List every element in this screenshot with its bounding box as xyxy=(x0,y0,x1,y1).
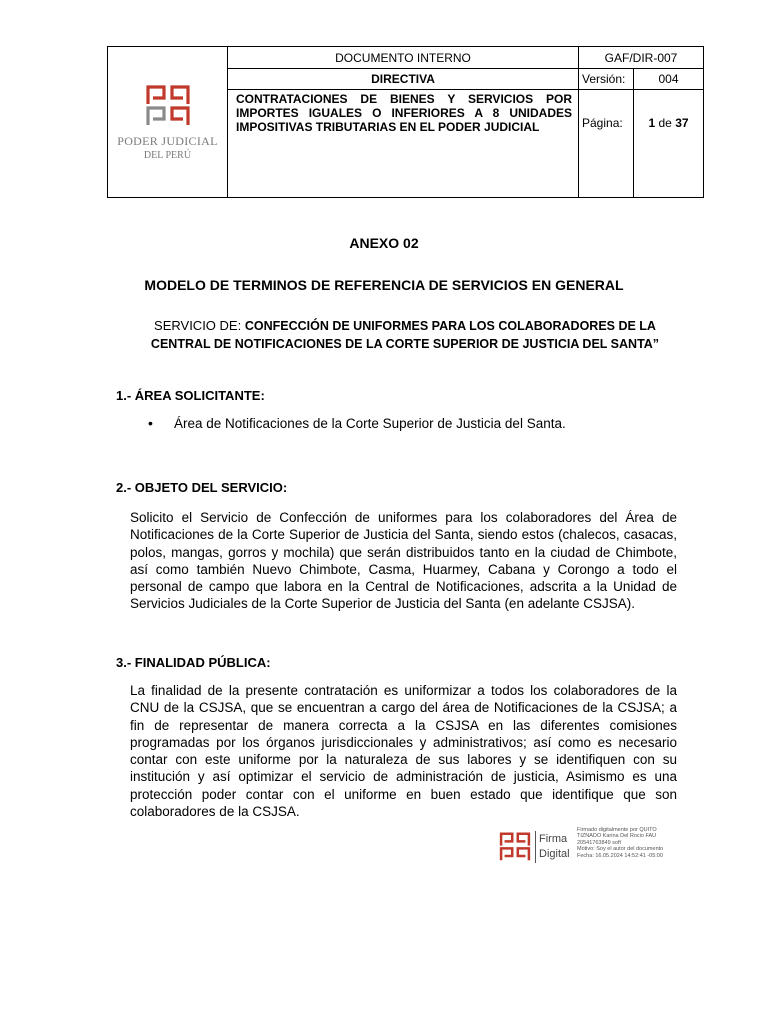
section-body-purpose: La finalidad de la presente contratación es uniformizar a todos los colaboradores de la CNU de la CSJSA, que se encuentran a cargo del área de Notificaciones de la CSJSA; a fin de representar de manera correcta a la CSJSA en las diferentes comisiones programadas por los órganos jurisdiccionales y administrativos; así como es necesario contar con este uniforme por la naturaleza de sus labores y se identifiquen con su institución y así optimizar el servicio de administración de justicia, Asimismo es una protección poder contar con el uniforme en buen estado que identifique que son colaboradores de la CSJSA. xyxy=(130,683,677,820)
directive-label-cell: DIRECTIVA xyxy=(228,69,579,90)
model-title: MODELO DE TERMINOS DE REFERENCIA DE SERVICIOS EN GENERAL xyxy=(144,277,624,293)
signature-line: Motivo: Soy el autor del documento xyxy=(577,846,664,853)
page-label-cell: Página: xyxy=(579,90,634,198)
logo-text-poder-judicial: PODER JUDICIAL xyxy=(117,133,218,148)
signature-line: Fecha: 16.05.2024 14:52:41 -05:00 xyxy=(577,852,663,859)
area-list xyxy=(148,416,566,431)
signature-line: Firmado digitalmente por QUITO xyxy=(577,827,657,833)
section-body-object: Solicito el Servicio de Confección de uniformes para los colaboradores del Área de Notificaciones de la Corte Superior de Justicia del Santa, siendo estos (chalecos, casacas, polos, mangas, gorros y mochila) que serán distribuidos tanto en la ciudad de Chimbote, así como también Nuevo Chimbote, Casma, Huarmey, Cabana y Corongo a todo el personal de campo que labora en la Central de Notificaciones, adscrita a la Unidad de Servicios Judiciales de la Corte Superior de Justicia del Santa (en adelante CSJSA). xyxy=(130,510,677,612)
signature-details xyxy=(577,827,681,859)
logo-cell xyxy=(108,47,228,198)
version-label-cell: Versión: xyxy=(579,69,634,90)
list-item: • Área de Notificaciones de la Corte Superior de Justicia del Santa. xyxy=(148,416,566,431)
page-number-cell xyxy=(634,90,704,198)
document-header xyxy=(107,46,704,198)
service-prefix: SERVICIO DE: xyxy=(154,318,242,333)
page-total: 37 xyxy=(675,116,689,130)
service-title xyxy=(135,317,675,353)
signature-line: 20541763849 soft xyxy=(577,839,622,846)
signature-word-firma: Firma xyxy=(539,833,568,845)
section-heading-purpose: 3.- FINALIDAD PÚBLICA: xyxy=(116,655,271,670)
section-heading-area: 1.- ÁREA SOLICITANTE: xyxy=(116,388,265,403)
page-current: 1 xyxy=(648,116,656,130)
signature-line: TIZNADO Karina Del Rocio FAU xyxy=(577,833,657,840)
logo-text-del-peru: DEL PERÚ xyxy=(143,149,192,161)
page-of: de xyxy=(658,116,672,130)
service-name: CONFECCIÓN DE UNIFORMES PARA LOS COLABORADORES DE LA CENTRAL DE NOTIFICACIONES DE LA CORTE SUPERIOR DE JUSTICIA DEL SANTA” xyxy=(150,319,660,351)
annex-title: ANEXO 02 xyxy=(349,235,419,251)
signature-divider xyxy=(535,831,536,863)
digital-signature xyxy=(499,827,679,869)
version-value-cell: 004 xyxy=(634,69,704,90)
section-heading-object: 2.- OBJETO DEL SERVICIO: xyxy=(116,480,288,495)
doc-code-cell: GAF/DIR-007 xyxy=(579,47,704,69)
signature-word-digital: Digital xyxy=(539,848,570,860)
doc-type-cell: DOCUMENTO INTERNO xyxy=(228,47,579,69)
directive-subject-cell: CONTRATACIONES DE BIENES Y SERVICIOS POR IMPORTES IGUALES O INFERIORES A 8 UNIDADES IMPOSITIVAS TRIBUTARIAS EN EL PODER JUDICIAL xyxy=(228,90,579,198)
firma-digital-logo-icon xyxy=(499,831,531,863)
poder-judicial-logo-icon xyxy=(145,84,191,128)
